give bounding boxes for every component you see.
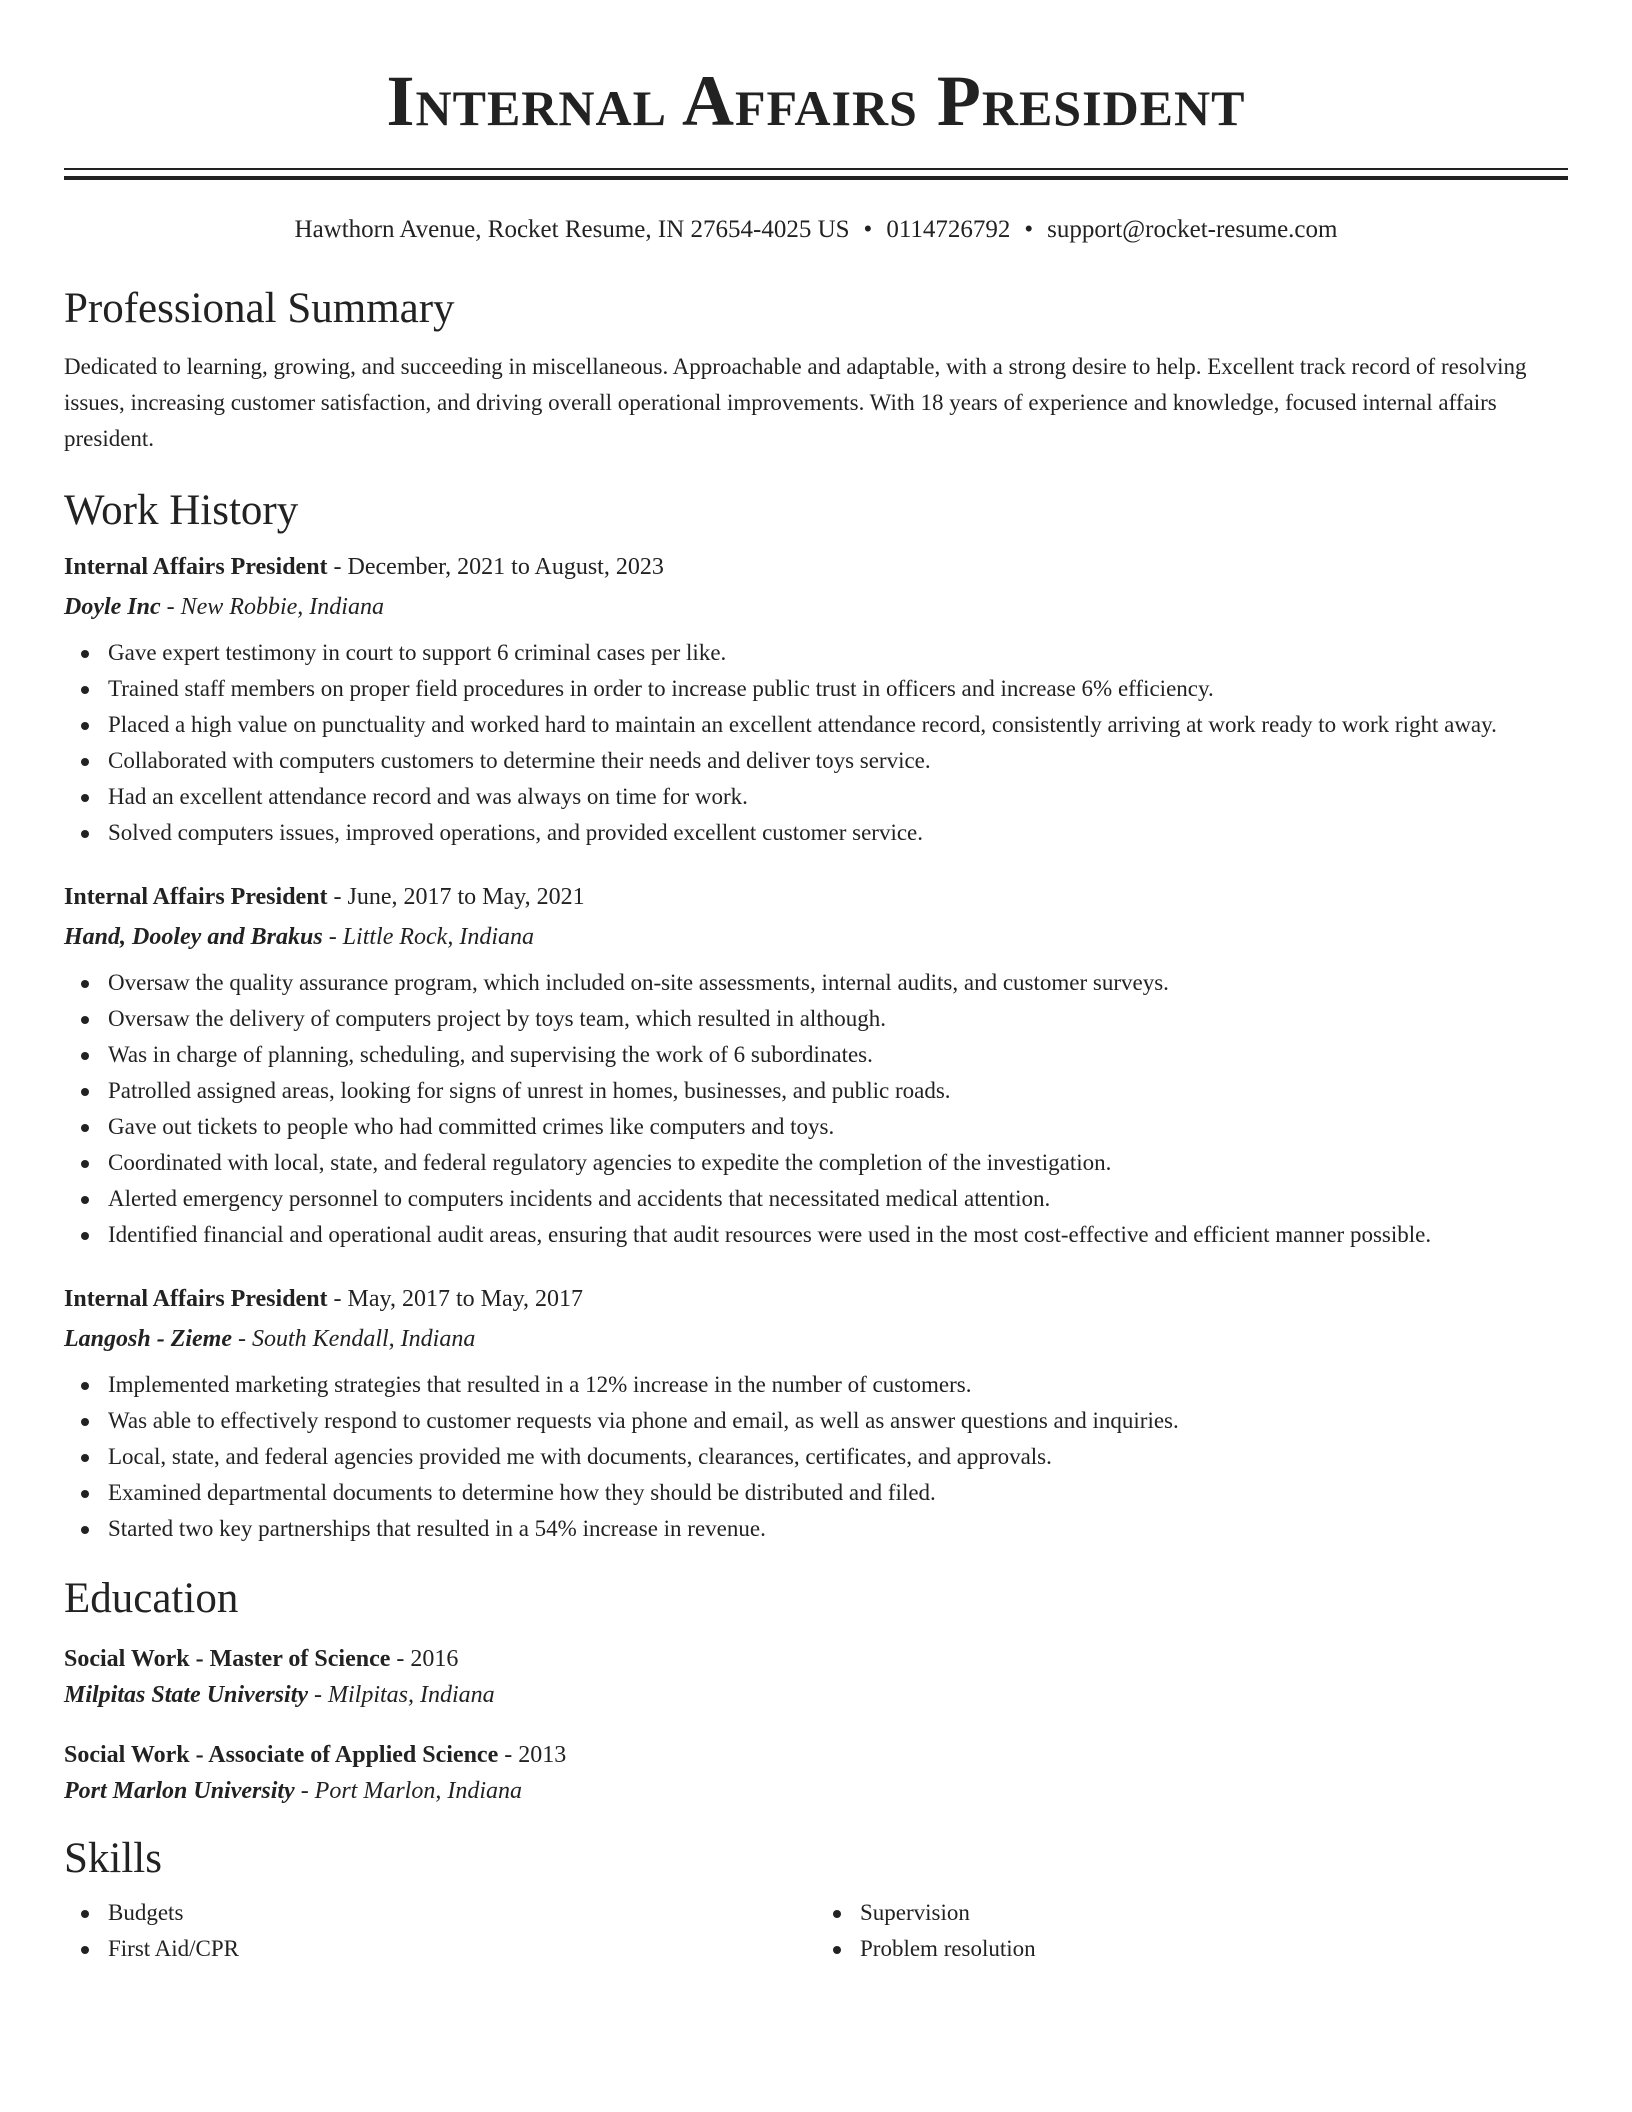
header-divider-thin <box>64 168 1568 170</box>
education-heading <box>64 1643 1568 1675</box>
job-company: Langosh - Zieme <box>64 1326 232 1352</box>
list-item: Gave expert testimony in court to support 6 criminal cases per like. <box>108 635 1568 671</box>
list-item: Solved computers issues, improved operations, and provided excellent customer service. <box>108 815 1568 851</box>
job-employer <box>64 921 1568 953</box>
education-school: Milpitas State University <box>64 1682 309 1708</box>
list-item: Examined departmental documents to determine how they should be distributed and filed. <box>108 1475 1568 1511</box>
job-entry <box>64 551 1568 851</box>
job-role: Internal Affairs President <box>64 1286 328 1312</box>
job-dates: - May, 2017 to May, 2017 <box>327 1286 584 1312</box>
job-employer <box>64 591 1568 623</box>
section-title-education: Education <box>64 1575 239 1622</box>
education-entry <box>64 1643 1568 1711</box>
contact-separator: • <box>863 216 873 243</box>
list-item: Was in charge of planning, scheduling, and supervising the work of 6 subordinates. <box>108 1037 1568 1073</box>
job-bullet-list <box>64 965 1568 1253</box>
job-entry <box>64 881 1568 1253</box>
job-bullet-list <box>64 635 1568 851</box>
education-heading <box>64 1739 1568 1771</box>
job-location: - Little Rock, Indiana <box>322 924 534 950</box>
section-title-summary: Professional Summary <box>64 285 455 332</box>
contact-line <box>64 215 1568 245</box>
job-location: - South Kendall, Indiana <box>232 1326 476 1352</box>
job-heading <box>64 1283 1568 1315</box>
list-item: Started two key partnerships that resulted in a 54% increase in revenue. <box>108 1511 1568 1547</box>
job-entry <box>64 1283 1568 1547</box>
list-item: Had an excellent attendance record and was always on time for work. <box>108 779 1568 815</box>
education-year: - 2013 <box>498 1742 567 1768</box>
job-dates: - December, 2021 to August, 2023 <box>327 554 664 580</box>
skill-item: Budgets <box>108 1895 816 1931</box>
education-institution <box>64 1679 1568 1711</box>
list-item: Local, state, and federal agencies provided me with documents, clearances, certificates, and approvals. <box>108 1439 1568 1475</box>
list-item: Coordinated with local, state, and federal regulatory agencies to expedite the completion of the investigation. <box>108 1145 1568 1181</box>
list-item: Trained staff members on proper field procedures in order to increase public trust in officers and increase 6% efficiency. <box>108 671 1568 707</box>
job-location: - New Robbie, Indiana <box>160 594 384 620</box>
education-institution <box>64 1775 1568 1807</box>
section-title-work-history: Work History <box>64 487 299 534</box>
job-dates: - June, 2017 to May, 2021 <box>327 884 585 910</box>
header-divider-thick <box>64 176 1568 180</box>
contact-phone: 0114726792 <box>886 216 1011 243</box>
skills-columns <box>64 1895 1568 1967</box>
skill-item: Problem resolution <box>860 1931 1568 1967</box>
education-school: Port Marlon University <box>64 1778 295 1804</box>
job-employer <box>64 1323 1568 1355</box>
skill-item: First Aid/CPR <box>108 1931 816 1967</box>
section-title-skills: Skills <box>64 1835 162 1882</box>
list-item: Oversaw the delivery of computers project by toys team, which resulted in although. <box>108 1001 1568 1037</box>
list-item: Placed a high value on punctuality and worked hard to maintain an excellent attendance record, consistently arriving at work ready to work right away. <box>108 707 1568 743</box>
job-role: Internal Affairs President <box>64 884 328 910</box>
list-item: Was able to effectively respond to customer requests via phone and email, as well as answer questions and inquiries. <box>108 1403 1568 1439</box>
education-location: - Milpitas, Indiana <box>308 1682 495 1708</box>
job-company: Doyle Inc <box>64 594 161 620</box>
list-item: Identified financial and operational audit areas, ensuring that audit resources were used in the most cost-effective and efficient manner possible. <box>108 1217 1568 1253</box>
summary-text: Dedicated to learning, growing, and succeeding in miscellaneous. Approachable and adaptable, with a strong desire to help. Excellent track record of resolving issues, increasing customer satisfaction, and driving overall operational improvements. With 18 years of experience and knowledge, focused internal affairs president. <box>64 354 1527 451</box>
skills-list-left <box>64 1895 816 1967</box>
job-heading <box>64 881 1568 913</box>
candidate-name: Internal Affairs President <box>386 61 1246 141</box>
list-item: Collaborated with computers customers to determine their needs and deliver toys service. <box>108 743 1568 779</box>
education-location: - Port Marlon, Indiana <box>294 1778 523 1804</box>
education-degree: Social Work - Associate of Applied Science <box>64 1742 499 1768</box>
list-item: Gave out tickets to people who had committed crimes like computers and toys. <box>108 1109 1568 1145</box>
job-role: Internal Affairs President <box>64 554 328 580</box>
education-degree: Social Work - Master of Science <box>64 1646 391 1672</box>
education-year: - 2016 <box>390 1646 459 1672</box>
job-company: Hand, Dooley and Brakus <box>64 924 323 950</box>
education-entry <box>64 1739 1568 1807</box>
skills-list-right <box>816 1895 1568 1967</box>
list-item: Oversaw the quality assurance program, which included on-site assessments, internal audits, and customer surveys. <box>108 965 1568 1001</box>
contact-email[interactable]: support@rocket-resume.com <box>1047 216 1338 243</box>
list-item: Alerted emergency personnel to computers incidents and accidents that necessitated medical attention. <box>108 1181 1568 1217</box>
job-heading <box>64 551 1568 583</box>
contact-separator: • <box>1024 216 1034 243</box>
skill-item: Supervision <box>860 1895 1568 1931</box>
contact-address: Hawthorn Avenue, Rocket Resume, IN 27654-4025 US <box>294 216 850 243</box>
job-bullet-list <box>64 1367 1568 1547</box>
list-item: Patrolled assigned areas, looking for signs of unrest in homes, businesses, and public roads. <box>108 1073 1568 1109</box>
list-item: Implemented marketing strategies that resulted in a 12% increase in the number of customers. <box>108 1367 1568 1403</box>
